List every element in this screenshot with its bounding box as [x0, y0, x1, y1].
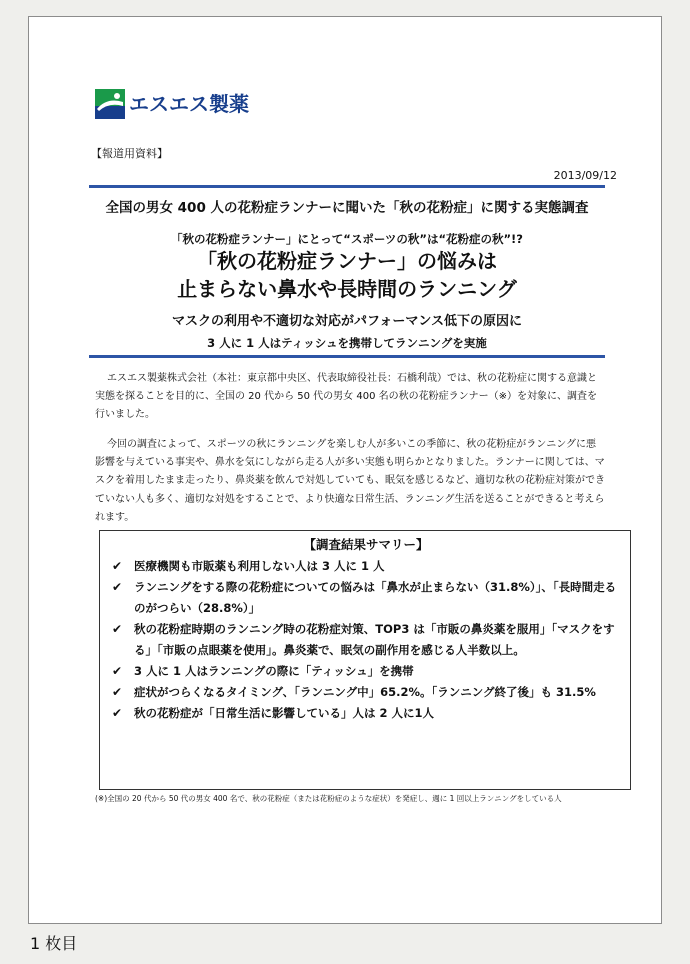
summary-item	[112, 703, 620, 724]
findings-paragraph: 今回の調査によって、スポーツの秋にランニングを楽しむ人が多いこの季節に、秋の花粉症がランニングに悪影響を与えている事実や、鼻水を気にしながら走る人が多い実態も明らかとなりました。ランナーに関しては、マスクを着用したまま走ったり、鼻炎薬を飲んで対処していても、眠気を感じるなど、適切な秋の花粉症対策ができていない人も多く、適切な対処をすることで、より快適な日常生活、ランニング生活を送ることができると考えられます。	[95, 439, 605, 523]
summary-title: 【調査結果サマリー】	[303, 537, 429, 552]
check-icon: ✔	[112, 706, 123, 720]
release-date: 2013/09/12	[553, 169, 617, 182]
check-icon: ✔	[112, 664, 123, 678]
lead-text-2: 3 人に 1 人はティッシュを携帯してランニングを実施	[207, 336, 487, 350]
ss-logo-icon	[95, 89, 125, 119]
lead-text: マスクの利用や不適切な対応がパフォーマンス低下の原因に	[172, 314, 522, 329]
brand-logo	[95, 89, 249, 119]
footnote: (※)全国の 20 代から 50 代の男女 400 名で、秋の花粉症（または花粉症のような症状）を発症し、週に 1 回以上ランニングをしている人	[95, 794, 562, 803]
subtitle: 「秋の花粉症ランナー」にとって“スポーツの秋”は“花粉症の秋”!?	[171, 232, 523, 246]
summary-item	[112, 577, 620, 619]
check-icon: ✔	[112, 685, 123, 699]
bottom-rule	[89, 355, 605, 358]
summary-item-text: ランニングをする際の花粉症についての悩みは「鼻水が止まらない（31.8%）」、「長時間走るのがつらい（28.8%）」	[134, 580, 617, 615]
summary-list	[112, 556, 620, 724]
headline-line-2: 止まらない鼻水や長時間のランニング	[177, 277, 517, 301]
summary-item	[112, 682, 620, 703]
check-icon: ✔	[112, 622, 123, 636]
summary-item	[112, 556, 620, 577]
intro-paragraph: エスエス製薬株式会社（本社：東京都中央区、代表取締役社長：石橋利哉）では、秋の花粉症に関する意識と実態を探ることを目的に、全国の 20 代から 50 代の男女 400 名の秋の花粉症ランナー（※）を対象に、調査を行いました。	[95, 373, 597, 421]
summary-item	[112, 619, 620, 661]
summary-item-text: 3 人に 1 人はランニングの際に「ティッシュ」を携帯	[134, 664, 414, 678]
check-icon: ✔	[112, 559, 123, 573]
summary-item-text: 症状がつらくなるタイミング、「ランニング中」65.2%。「ランニング終了後」も 31.5%	[134, 685, 596, 699]
summary-item-text: 医療機関も市販薬も利用しない人は 3 人に 1 人	[134, 559, 385, 573]
summary-item-text: 秋の花粉症が「日常生活に影響している」人は 2 人に1人	[134, 706, 435, 720]
document-page	[28, 16, 662, 924]
page-label: 1 枚目	[30, 934, 78, 953]
headline-line-1: 「秋の花粉症ランナー」の悩みは	[197, 249, 497, 273]
summary-item	[112, 661, 620, 682]
summary-item-text: 秋の花粉症時期のランニング時の花粉症対策、TOP3 は「市販の鼻炎薬を服用」「マスクをする」「市販の点眼薬を使用」。鼻炎薬で、眠気の副作用を感じる人半数以上。	[134, 622, 615, 657]
summary-box	[99, 530, 631, 790]
survey-title: 全国の男女 400 人の花粉症ランナーに聞いた「秋の花粉症」に関する実態調査	[105, 200, 589, 216]
top-rule	[89, 185, 605, 188]
check-icon: ✔	[112, 580, 123, 594]
brand-name: エスエス製薬	[129, 92, 249, 116]
document-type-label: 【報道用資料】	[91, 147, 168, 160]
